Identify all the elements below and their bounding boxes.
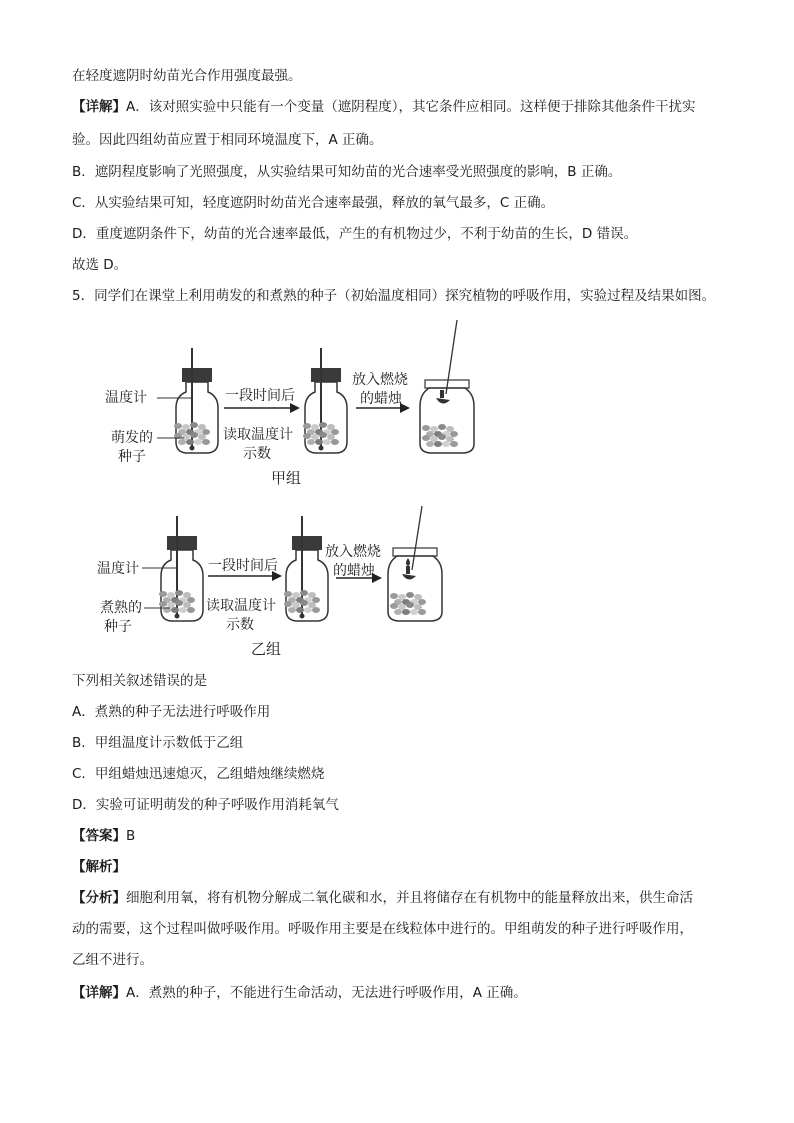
group-caption: 乙组 [251,640,282,658]
bottle-with-thermometer [303,348,347,453]
group-caption: 甲组 [271,469,302,487]
step-label: 示数 [243,446,271,462]
question-5-stem: 5．同学们在课堂上利用萌发的和煮熟的种子（初始温度相同）探究植物的呼吸作用，实验过程及结果如图。 [72,288,716,304]
text-span: A．该对照实验中只能有一个变量（遮阴程度），其它条件应相同。这样便于排除其他条件干扰实 [126,99,696,115]
detail-tag: 【详解】 [72,985,126,1001]
option-a: A．煮熟的种子无法进行呼吸作用 [72,704,271,720]
analysis-heading: 【解析】 [72,859,126,875]
jar-with-candle [388,506,442,621]
text-line [72,888,693,908]
seeds-label: 萌发的 [111,430,153,446]
option-b: B．甲组温度计示数低于乙组 [72,735,244,751]
step-label: 一段时间后 [208,558,278,574]
group-2 [97,506,442,658]
step-label: 一段时间后 [225,388,295,404]
text-line: B．遮阴程度影响了光照强度，从实验结果可知幼苗的光合速率受光照强度的影响，B 正确。 [72,164,622,180]
experiment-diagram [0,320,794,665]
answer-value: B [126,828,136,844]
step-label: 读取温度计 [223,427,293,443]
group-1 [105,320,474,487]
text-line: 在轻度遮阴时幼苗光合作用强度最强。 [72,68,302,84]
step-label: 的蜡烛 [333,563,375,579]
question-prompt: 下列相关叙述错误的是 [72,673,207,689]
arrow [224,403,300,413]
bottle-with-thermometer [174,348,218,453]
jar-with-candle [420,320,474,453]
thermometer-label: 温度计 [105,390,147,406]
text-line: C．从实验结果可知，轻度遮阴时幼苗光合速率最强，释放的氧气最多，C 正确。 [72,195,555,211]
detail-tag: 【详解】 [72,99,126,115]
answer-tag: 【答案】 [72,828,126,844]
text-line: 乙组不进行。 [72,952,153,968]
step-label: 的蜡烛 [360,391,402,407]
option-d: D．实验可证明萌发的种子呼吸作用消耗氧气 [72,797,339,813]
text-line: D．重度遮阴条件下，幼苗的光合速率最低，产生的有机物过少，不利于幼苗的生长，D 错误。 [72,226,638,242]
step-label: 放入燃烧 [325,544,381,560]
text-line [72,97,695,117]
answer-line [72,826,135,846]
text-span: A．煮熟的种子，不能进行生命活动，无法进行呼吸作用，A 正确。 [126,985,527,1001]
step-label: 放入燃烧 [352,372,408,388]
seeds-label: 煮熟的 [100,600,142,616]
analysis-tag: 【分析】 [72,890,126,906]
step-label: 示数 [226,617,254,633]
bottle-with-thermometer [284,516,328,621]
thermometer-label: 温度计 [97,561,139,577]
option-c: C．甲组蜡烛迅速熄灭，乙组蜡烛继续燃烧 [72,766,325,782]
step-label: 读取温度计 [206,598,276,614]
seeds-label: 种子 [104,619,132,635]
text-line: 动的需要，这个过程叫做呼吸作用。呼吸作用主要是在线粒体中进行的。甲组萌发的种子进行呼吸作用， [72,921,693,937]
text-line: 验。因此四组幼苗应置于相同环境温度下，A 正确。 [72,132,383,148]
seeds-label: 种子 [118,449,146,465]
text-span: 细胞利用氧，将有机物分解成二氧化碳和水，并且将储存在有机物中的能量释放出来，供生命活 [126,890,693,906]
text-line: 故选 D。 [72,257,128,273]
text-line [72,983,527,1003]
